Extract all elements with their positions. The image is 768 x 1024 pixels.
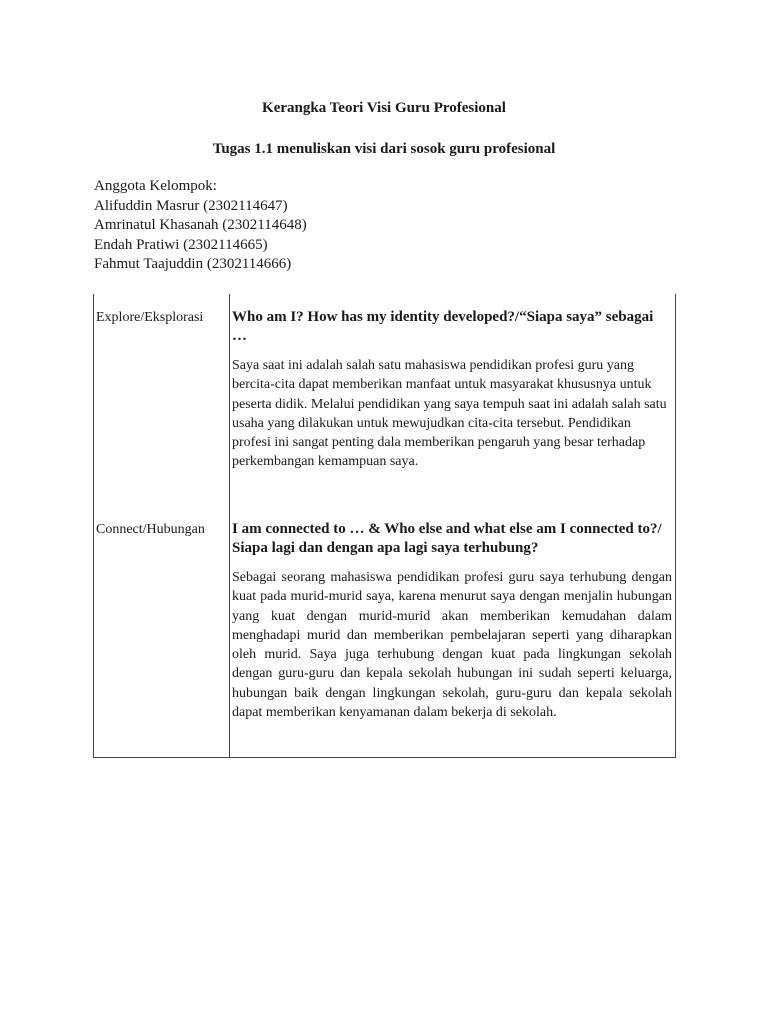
row-answer: Sebagai seorang mahasiswa pendidikan profesi guru saya terhubung dengan kuat pada murid-murid saya, karena menurut saya dengan menjalin hubungan yang kuat dengan murid-murid akan memberikan kemudahan dalam menghadapi murid dan memberikan pembelajaran seperti yang diharapkan oleh murid. Saya juga terhubung dengan kuat pada lingkungan sekolah dengan guru-guru dan kepala sekolah hubungan ini sudah seperti keluarga, hubungan baik dengan lingkungan sekolah, guru-guru dan kepala sekolah dapat memberikan kenyamanan dalam bekerja di sekolah. <box>232 570 672 721</box>
document-subtitle: Tugas 1.1 menuliskan visi dari sosok guru profesional <box>212 141 556 157</box>
members-heading: Anggota Kelompok: <box>94 178 217 194</box>
table-border-right <box>675 294 676 758</box>
member-item: Amrinatul Khasanah (2302114648) <box>94 217 307 233</box>
row-question: Who am I? How has my identity developed?/“Siapa saya” sebagai … <box>232 309 654 344</box>
member-item: Alifuddin Masrur (2302114647) <box>94 197 288 214</box>
table-border-left <box>93 294 94 758</box>
row-content-connect <box>232 520 672 722</box>
table-border-bottom <box>93 757 676 758</box>
row-label-connect: Connect/Hubungan <box>96 522 205 537</box>
member-item: Fahmut Taajuddin (2302114666) <box>94 256 292 272</box>
member-item: Endah Pratiwi (2302114665) <box>94 236 268 253</box>
row-question: I am connected to … & Who else and what else am I connected to?/ Siapa lagi dan dengan apa lagi saya terhubung? <box>232 521 662 556</box>
row-content-explore <box>232 308 672 472</box>
row-answer: Saya saat ini adalah salah satu mahasiswa pendidikan profesi guru yang bercita-cita dapat memberikan manfaat untuk masyarakat khususnya untuk peserta didik. Melalui pendidikan yang saya tempuh saat ini adalah salah satu usaha yang dilakukan untuk mewujudkan cita-cita tersebut. Pendidikan profesi ini sangat penting dala memberikan pengaruh yang besar terhadap perkembangan kemampuan saya. <box>232 358 667 470</box>
group-members <box>94 177 307 275</box>
row-label-explore: Explore/Eksplorasi <box>96 310 204 325</box>
vision-table <box>93 294 676 758</box>
table-column-divider <box>229 294 230 758</box>
document-title: Kerangka Teori Visi Guru Profesional <box>262 100 506 116</box>
